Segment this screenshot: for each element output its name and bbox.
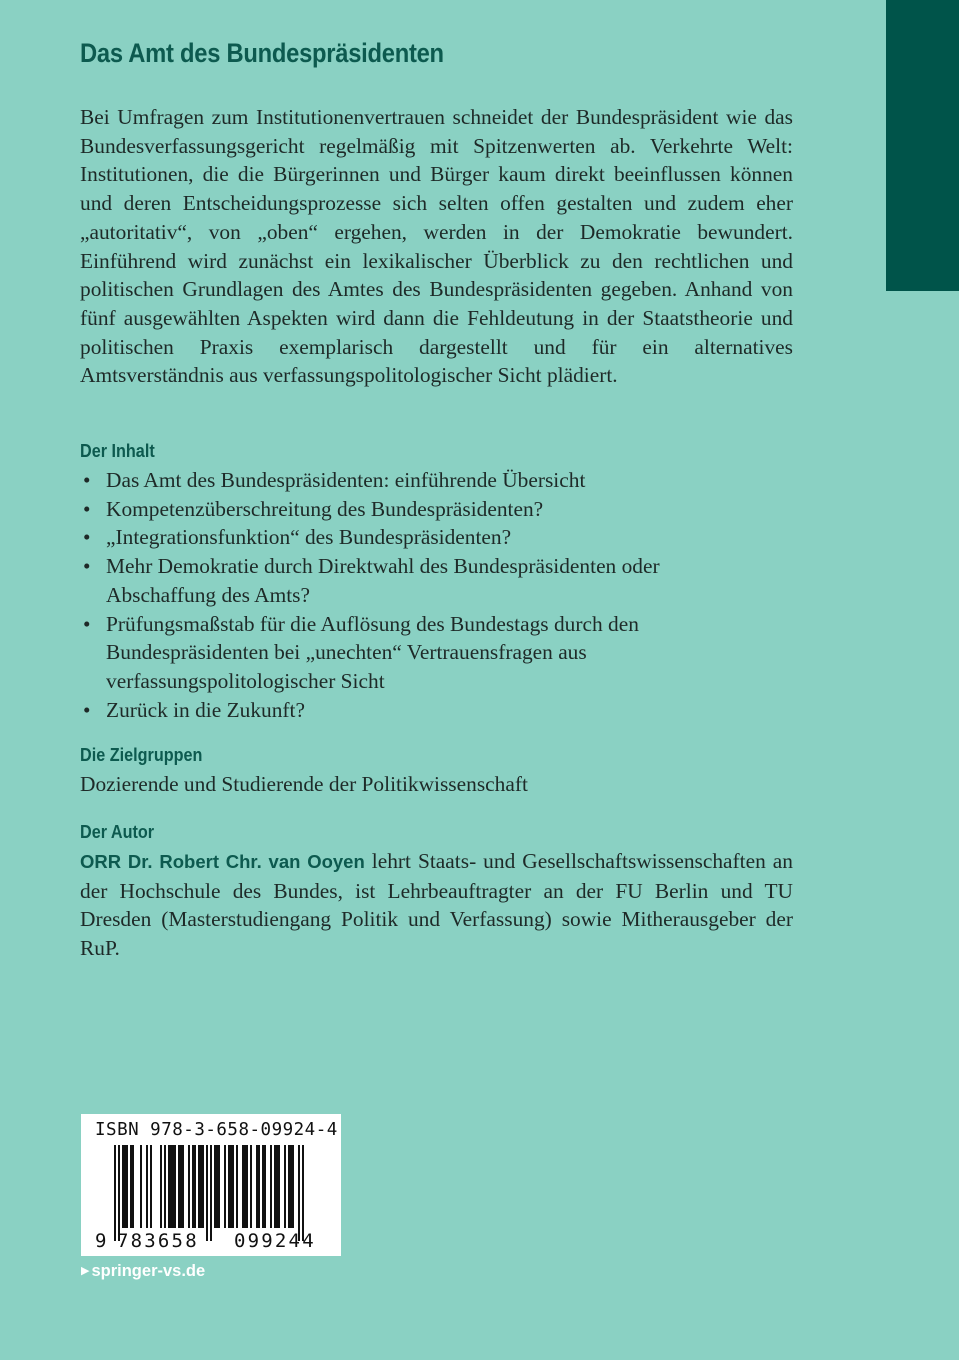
barcode-bar xyxy=(130,1145,132,1228)
barcode-bar xyxy=(292,1145,294,1228)
barcode-bar xyxy=(180,1145,182,1228)
author-bio-text: lehrt Staats- und Gesellschaftswissenschaften an der Hochschule des Bundes, ist Lehrbeauftragter an der FU Berlin und TU Dresden (Masterstudiengang Politik und Verfassung) sowie Mitherausgeber der RuP. xyxy=(80,849,793,961)
barcode-bar xyxy=(228,1145,230,1228)
barcode-bar xyxy=(230,1145,232,1228)
book-title: Das Amt des Bundespräsidenten xyxy=(80,38,444,68)
barcode-bar xyxy=(278,1145,280,1228)
barcode-bar xyxy=(146,1145,148,1228)
barcode-bar xyxy=(192,1145,194,1228)
blurb-text: Bei Umfragen zum Institutionenvertrauen schneidet der Bundespräsident wie das Bundesverfassungsgericht regelmäßig mit Spitzenwerten ab. Verkehrte Welt: Institutionen, die die Bürgerinnen und Bürger kaum direkt beeinflussen können und deren Entscheidungsprozesse sich selten offen gestalten und zudem eher „autoritativ“, von „oben“ ergehen, werden in der Demokratie bewundert. Einführend wird zunächst ein lexikalischer Überblick zu den rechtlichen und politischen Grundlagen des Amtes des Bundespräsidenten gegeben. Anhand von fünf ausgewählten Aspekten wird dann die Fehldeutung in der Staatstheorie und politischen Praxis exemplarisch dargestellt und für ein alternatives Amtsverständnis aus verfassungspolitologischer Sicht plädiert. xyxy=(80,105,793,388)
barcode-bar xyxy=(160,1145,162,1228)
barcode-bar xyxy=(122,1145,124,1228)
barcode-bar xyxy=(232,1145,234,1228)
author-heading: Der Autor xyxy=(80,822,155,842)
barcode-bar xyxy=(178,1145,180,1228)
ean-first-digit: 9 xyxy=(95,1230,107,1252)
ean-right-digits: 099244 xyxy=(234,1230,316,1252)
barcode-bar xyxy=(124,1145,126,1228)
barcode-bar xyxy=(164,1145,166,1228)
barcode-bar xyxy=(256,1145,258,1228)
barcode-bar xyxy=(206,1145,208,1241)
barcode-bar xyxy=(188,1145,190,1228)
author-bio xyxy=(80,847,793,963)
barcode-bar xyxy=(262,1145,264,1228)
barcode-bar xyxy=(194,1145,196,1228)
barcode-bar xyxy=(246,1145,248,1228)
barcode-bar xyxy=(118,1145,120,1241)
bullet-icon: • xyxy=(83,554,91,579)
barcode-bar xyxy=(284,1145,286,1228)
barcode-bar xyxy=(250,1145,252,1228)
barcode-bar xyxy=(200,1145,202,1228)
barcode-bar xyxy=(174,1145,176,1228)
bullet-icon: • xyxy=(83,525,91,550)
barcode-bar xyxy=(218,1145,220,1228)
barcode-bar xyxy=(132,1145,134,1228)
accent-bar xyxy=(886,0,959,291)
barcode-bar xyxy=(126,1145,128,1228)
barcode-bar xyxy=(276,1145,278,1228)
barcode-bar xyxy=(114,1145,116,1241)
barcode-bar xyxy=(302,1145,304,1241)
bullet-icon: • xyxy=(83,697,91,722)
list-item: • Prüfungsmaßstab für die Auflösung des Bundestags durch den Bundespräsidenten bei „unechten“ Vertrauensfragen aus verfassungspolitologischer Sicht xyxy=(83,611,639,693)
contents-list xyxy=(80,466,795,724)
barcode-bar xyxy=(150,1145,152,1228)
audience-text: Dozierende und Studierende der Politikwissenschaft xyxy=(80,772,528,796)
triangle-right-icon: ▶ xyxy=(81,1265,90,1277)
list-item: • Zurück in die Zukunft? xyxy=(80,696,795,725)
barcode-bar xyxy=(216,1145,218,1228)
isbn-barcode xyxy=(81,1114,341,1256)
barcode-bar xyxy=(244,1145,246,1228)
list-item: • Das Amt des Bundespräsidenten: einführende Übersicht xyxy=(80,466,795,495)
barcode-bar xyxy=(236,1145,238,1228)
list-item: • „Integrationsfunktion“ des Bundespräsidenten? xyxy=(80,523,795,552)
ean-left-digits: 783658 xyxy=(117,1230,199,1252)
bullet-icon: • xyxy=(83,611,91,636)
barcode-bar xyxy=(258,1145,260,1228)
barcode-bar xyxy=(214,1145,216,1228)
list-item: • Kompetenzüberschreitung des Bundespräsidenten? xyxy=(80,495,795,524)
barcode-bar xyxy=(210,1145,212,1241)
isbn-label: ISBN 978-3-658-09924-4 xyxy=(95,1120,338,1140)
audience-heading: Die Zielgruppen xyxy=(80,745,203,765)
barcode-bar xyxy=(182,1145,184,1228)
barcode-bar xyxy=(168,1145,170,1228)
barcode-bar xyxy=(140,1145,142,1228)
barcode-bar xyxy=(242,1145,244,1228)
barcode-bar xyxy=(270,1145,272,1228)
author-name: ORR Dr. Robert Chr. van Ooyen xyxy=(80,851,365,872)
publisher-website[interactable] xyxy=(81,1262,205,1281)
barcode-bar xyxy=(224,1145,226,1228)
barcode-bar xyxy=(274,1145,276,1228)
barcode-bar xyxy=(198,1145,200,1228)
barcode-bar xyxy=(264,1145,266,1228)
list-item: • Mehr Demokratie durch Direktwahl des Bundespräsidenten oder Abschaffung des Amts? xyxy=(83,554,660,607)
bullet-icon: • xyxy=(83,468,91,492)
contents-heading: Der Inhalt xyxy=(80,441,155,461)
barcode-bar xyxy=(202,1145,204,1228)
barcode-bar xyxy=(290,1145,292,1228)
barcode-bar xyxy=(170,1145,172,1228)
website-link[interactable]: springer-vs.de xyxy=(91,1262,206,1280)
barcode-bar xyxy=(298,1145,300,1241)
bullet-icon: • xyxy=(83,496,91,521)
barcode-bar xyxy=(288,1145,290,1228)
barcode-bar xyxy=(172,1145,174,1228)
